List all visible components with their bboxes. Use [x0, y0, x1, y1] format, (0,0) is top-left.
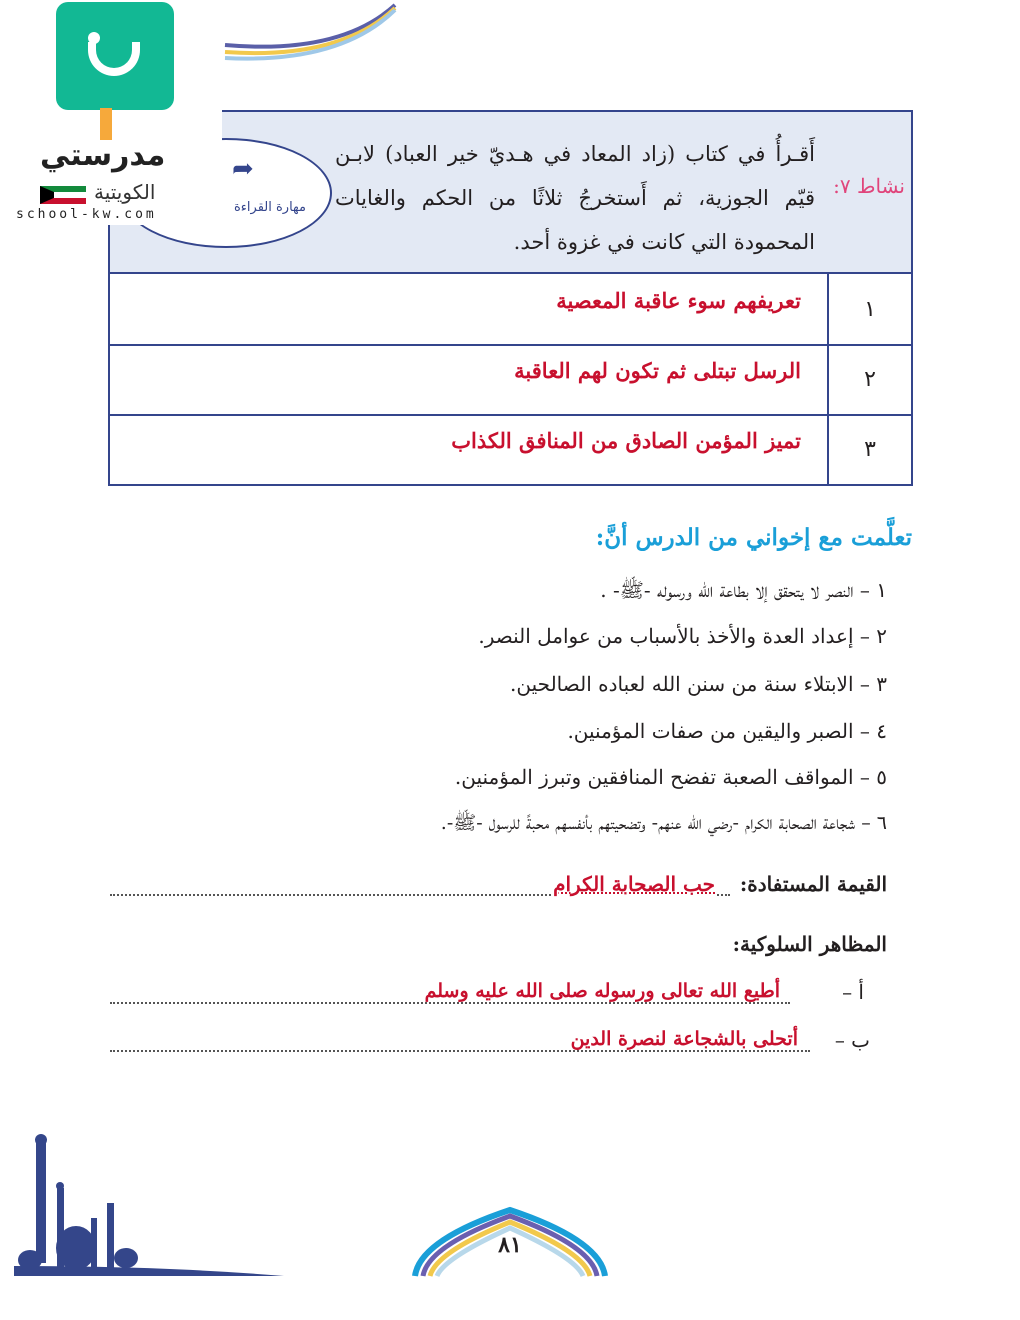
book-arrow-icon: ➦ [232, 154, 254, 184]
kuwait-flag-icon [40, 186, 86, 204]
decorative-swoosh [220, 0, 400, 70]
answer-row: ٢ الرسل تبتلى ثم تكون لهم العاقبة [110, 344, 911, 416]
list-item: ٣ – الابتلاء سنة من سنن الله لعباده الصالحين. [510, 672, 887, 696]
activity-table [108, 110, 913, 486]
answer-row: ٣ تميز المؤمن الصادق من المنافق الكذاب [110, 414, 911, 484]
logo-site: school-kw.com [16, 207, 157, 222]
activity-header [110, 112, 911, 274]
value-label: القيمة المستفادة: [736, 872, 887, 896]
logo-subtitle: الكويتية [94, 180, 156, 204]
behavior-letter: ب – [834, 1028, 870, 1052]
list-item: ٥ – المواقف الصعبة تفضح المنافقين وتبرز المؤمنين. [454, 765, 887, 789]
reading-skill-badge: مهارة القراءة ➦ [120, 138, 332, 248]
dotted-line [110, 1002, 790, 1004]
behavior-letter: أ – [842, 980, 864, 1004]
value-answer: حب الصحابة الكرام [553, 872, 715, 896]
page-number: ٨١ [498, 1232, 522, 1258]
logo-name: مدرستي [40, 138, 166, 173]
list-item: ١ – النصر لا يتحقق إلا بطاعة الله ورسوله -ﷺ- . [600, 578, 887, 602]
learned-heading: تعلَّمت مع إخواني من الدرس أنَّ: [595, 524, 912, 551]
answer-row: ١ تعريفهم سوء عاقبة المعصية [110, 274, 911, 346]
list-item: ٤ – الصبر واليقين من صفات المؤمنين. [567, 719, 887, 743]
dotted-line [110, 1050, 810, 1052]
behavior-answer: أطيع الله تعالى ورسوله صلى الله عليه وسلم [424, 980, 780, 1002]
list-item: ٦ – شجاعة الصحابة الكرام -رضي الله عنهم- وتضحيتهم بأنفسهم محبةً للرسول -ﷺ-. [440, 812, 887, 834]
logo [0, 0, 222, 225]
behaviors-heading: المظاهر السلوكية: [732, 932, 887, 956]
behavior-answer: أتحلى بالشجاعة لنصرة الدين [570, 1028, 798, 1050]
mosque-silhouette [14, 1118, 294, 1278]
activity-label: نشاط ٧: [833, 174, 905, 198]
logo-icon [56, 2, 174, 110]
list-item: ٢ – إعداد العدة والأخذ بالأسباب من عوامل النصر. [478, 624, 887, 648]
activity-instructions: أَقـرأُ في كتاب (زاد المعاد في هـديّ خير العباد) لابـن قيّم الجوزية، ثم أَستخرجُ ثلاثًا من الحكم والغايات المحمودة التي كانت في غزوة أحد. [335, 142, 815, 254]
